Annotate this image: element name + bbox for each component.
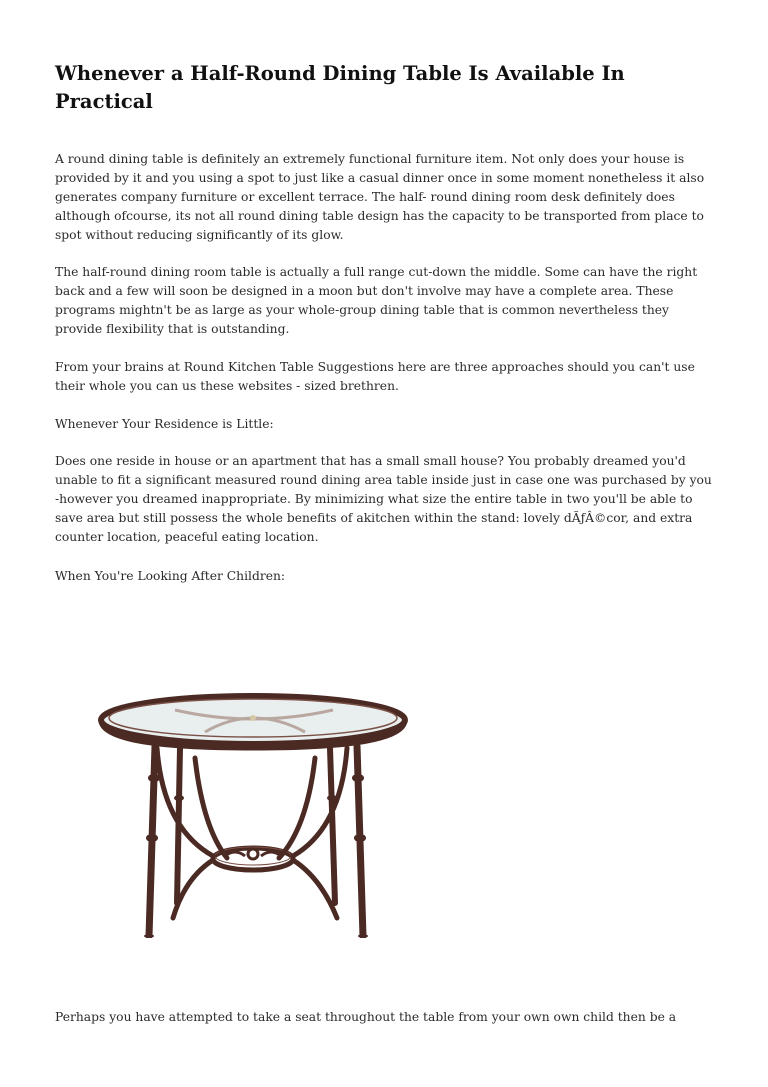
subheading-residence-little: Whenever Your Residence is Little: [55, 417, 274, 431]
paragraph-child-table: Perhaps you have attempted to take a seat throughout the table from your own own child then be a [55, 1010, 677, 1024]
round-table-image [85, 688, 415, 938]
paragraph-small-house: Does one reside in house or an apartment that has a small small house? You probably dreamed you'd unable to fit a significant measured round dining area table inside just in case one was purchased by you -however you dreamed inappropriate. By minimizing what size the entire table in two you'll be able to save area but still possess the whole benefits of akitchen within the stand: lovely dÃƒÂ©cor, and extra counter location, peaceful eating location. [55, 454, 712, 544]
document-title: Whenever a Half-Round Dining Table Is Available In Practical [55, 62, 625, 113]
subheading-children: When You're Looking After Children: [55, 569, 286, 583]
paragraph-approaches: From your brains at Round Kitchen Table Suggestions here are three approaches should you can't use their whole you can us these websites - sized brethren. [55, 360, 695, 393]
paragraph-intro: A round dining table is definitely an extremely functional furniture item. Not only does your house is provided by it and you using a spot to just like a casual dinner once in some moment nonetheless it also generates company furniture or excellent terrace. The half- round dining room desk definitely does although ofcourse, its not all round dining table design has the capacity to be transported from place to spot without reducing significantly of its glow. [55, 152, 705, 242]
document-page [55, 60, 715, 1024]
paragraph-half-round: The half-round dining room table is actually a full range cut-down the middle. Some can have the right back and a few will soon be designed in a moon but don't involve may have a complete area. These programs mightn't be as large as your whole-group dining table that is common nevertheless they provide flexibility that is outstanding. [55, 265, 698, 336]
